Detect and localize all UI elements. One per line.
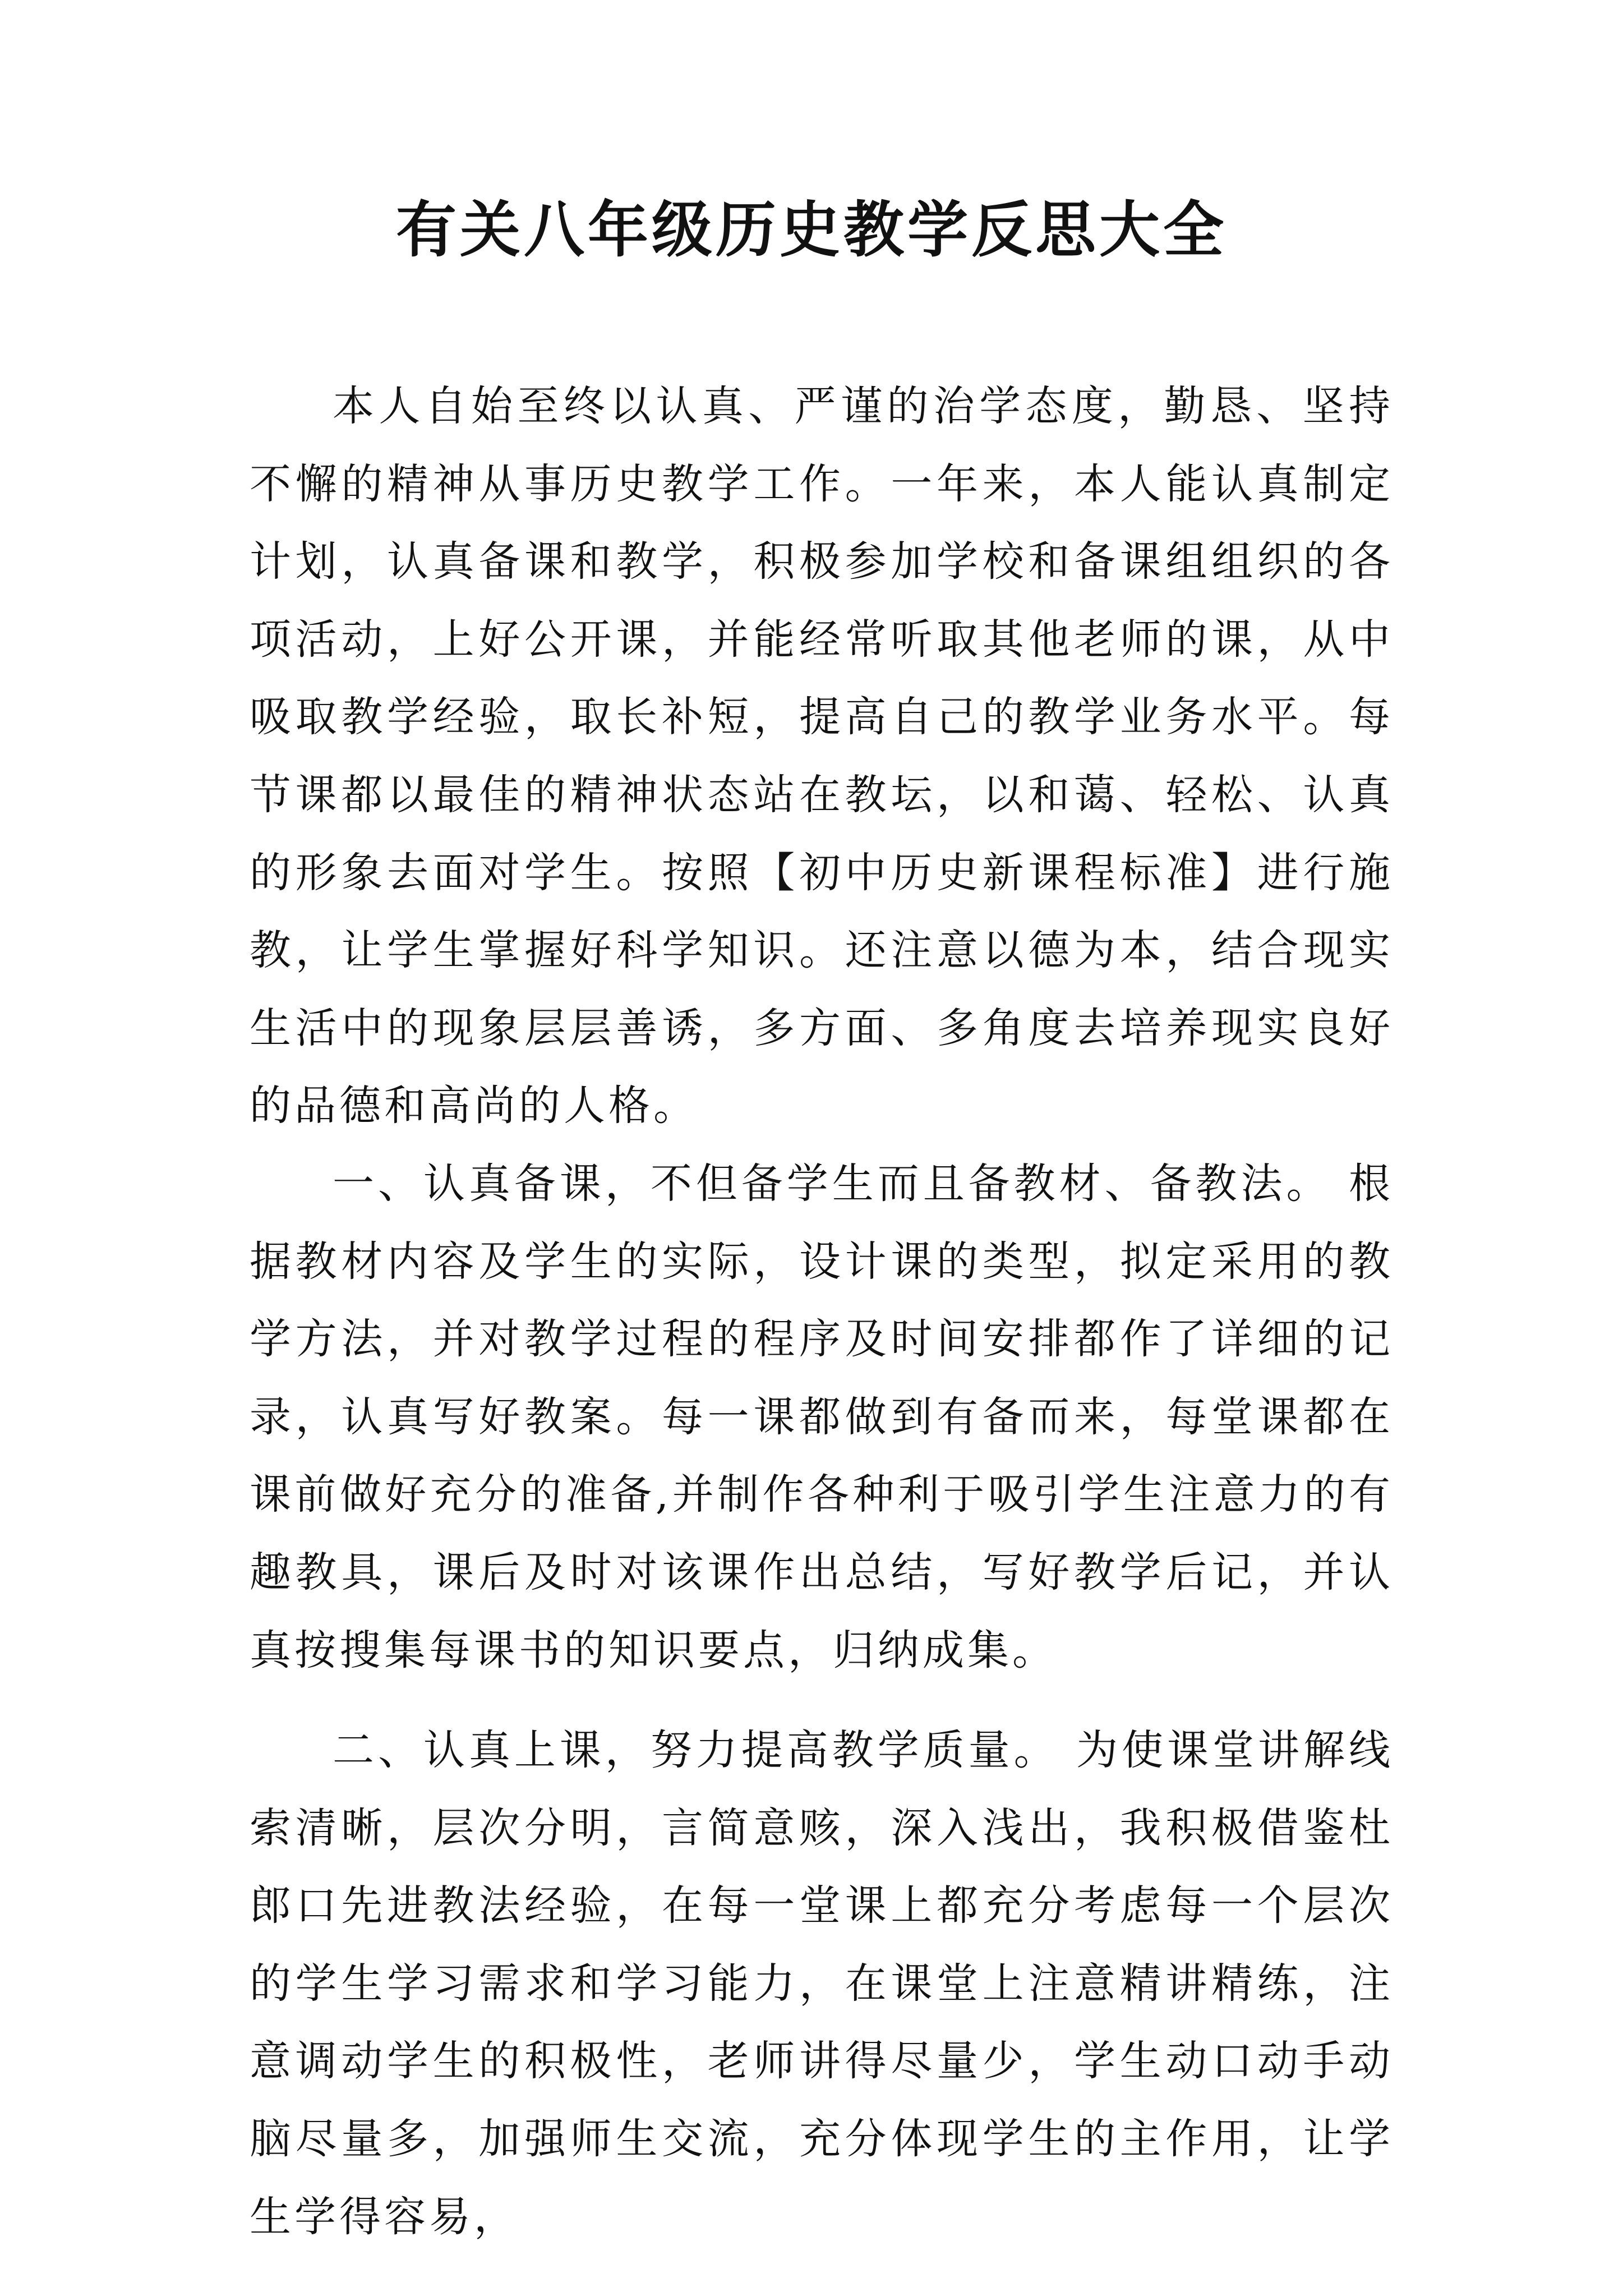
paragraph-intro: 本人自始至终以认真、严谨的治学态度，勤恳、坚持不懈的精神从事历史教学工作。一年来，本人能认真制定计划，认真备课和教学，积极参加学校和备课组组织的各项活动，上好公开课，并能经常听取其他老师的课，从中吸取教学经验，取长补短，提高自己的教学业务水平。每节课都以最佳的精神状态站在教坛，以和蔼、轻松、认真的形象去面对学生。按照【初中历史新课程标准】进行施教，让学生掌握好科学知识。还注意以德为本，结合现实生活中的现象层层善诱，多方面、多角度去培养现实良好的品德和高尚的人格。 [250, 382, 1394, 1130]
paragraph-teaching-quality: 二、认真上课，努力提高教学质量。 为使课堂讲解线索清晰，层次分明，言简意赅，深入浅出，我积极借鉴杜郎口先进教法经验，在每一堂课上都充分考虑每一个层次的学生学习需求和学习能力，在课堂上注意精讲精练，注意调动学生的积极性，老师讲得尽量少，学生动口动手动脑尽量多，加强师生交流，充分体现学生的主作用，让学生学得容易， [250, 1726, 1394, 2241]
paragraph-lesson-preparation: 一、认真备课，不但备学生而且备教材、备教法。 根据教材内容及学生的实际，设计课的类型，拟定采用的教学方法，并对教学过程的程序及时间安排都作了详细的记录，认真写好教案。每一课都做到有备而来，每堂课都在课前做好充分的准备,并制作各种利于吸引学生注意力的有趣教具，课后及时对该课作出总结，写好教学后记，并认真按搜集每课书的知识要点，归纳成集。 [250, 1159, 1394, 1674]
document-title: 有关八年级历史教学反思大全 [395, 195, 1227, 265]
document-body [250, 367, 1394, 2256]
